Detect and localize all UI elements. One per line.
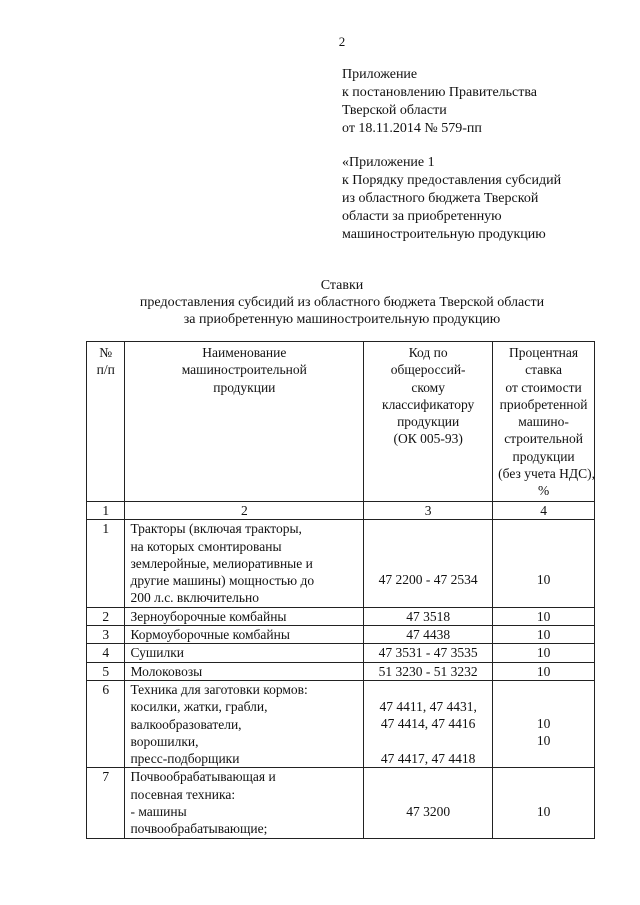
row-name: Техника для заготовки кормов: косилки, жатки, грабли, валкообразователи, ворошилки, пресс-подборщики [125,680,364,767]
table-row [87,768,595,838]
table-row [87,644,595,662]
column-number: 4 [493,502,595,520]
title-line: за приобретенную машиностроительную продукцию [183,312,501,327]
row-num: 4 [87,644,125,662]
header-name: Наименование машиностроительной продукции [125,342,364,502]
appendix-line: Приложение [342,67,418,82]
rates-table [86,341,595,839]
appendix1-line: машиностроительную продукцию [342,227,546,242]
row-name: Молоковозы [125,662,364,680]
row-code: 47 4411, 47 4431, 47 4414, 47 4416 47 4417, 47 4418 [364,680,493,767]
row-code: 47 3200 [364,768,493,838]
row-rate: 10 10 [493,680,595,767]
row-name: Кормоуборочные комбайны [125,626,364,644]
row-num: 2 [87,607,125,625]
table-row [87,607,595,625]
table-row [87,626,595,644]
column-number: 3 [364,502,493,520]
appendix-block [342,66,537,138]
header-rate: Процентная ставка от стоимости приобретенной машино- строительной продукции (без учета НДС), % [493,342,595,502]
header-code: Код по общероссий- скому классификатору продукции (ОК 005-93) [364,342,493,502]
table-row [87,680,595,767]
row-num: 3 [87,626,125,644]
row-rate: 10 [493,520,595,607]
table-row [87,662,595,680]
row-code: 47 3531 - 47 3535 [364,644,493,662]
row-code: 51 3230 - 51 3232 [364,662,493,680]
row-num: 6 [87,680,125,767]
table-header-row [87,342,595,502]
row-code: 47 2200 - 47 2534 [364,520,493,607]
appendix1-line: к Порядку предоставления субсидий [342,173,562,188]
row-rate: 10 [493,644,595,662]
row-rate: 10 [493,626,595,644]
row-num: 5 [87,662,125,680]
row-rate: 10 [493,607,595,625]
row-name: Зерноуборочные комбайны [125,607,364,625]
row-name: Сушилки [125,644,364,662]
header-num: № п/п [87,342,125,502]
appendix-line: Тверской области [342,103,447,118]
appendix1-block [342,154,561,244]
appendix1-line: «Приложение 1 [342,155,435,170]
document-title [0,277,640,328]
appendix1-line: области за приобретенную [342,209,502,224]
row-num: 7 [87,768,125,838]
appendix1-line: из областного бюджета Тверской [342,191,539,206]
table-row [87,520,595,607]
row-num: 1 [87,520,125,607]
row-name: Тракторы (включая тракторы, на которых смонтированы землеройные, мелиоративные и другие машины) мощностью до 200 л.с. включительно [125,520,364,607]
title-line: Ставки [320,278,364,293]
appendix-line: от 18.11.2014 № 579-пп [342,121,482,136]
row-code: 47 3518 [364,607,493,625]
appendix-line: к постановлению Правительства [342,85,538,100]
column-number: 2 [125,502,364,520]
row-rate: 10 [493,662,595,680]
column-number: 1 [87,502,125,520]
page-number: 2 [338,34,346,49]
column-number-row [87,502,595,520]
row-code: 47 4438 [364,626,493,644]
row-name: Почвообрабатывающая и посевная техника: - машины почвообрабатывающие; [125,768,364,838]
title-line: предоставления субсидий из областного бюджета Тверской области [139,295,545,310]
row-rate: 10 [493,768,595,838]
